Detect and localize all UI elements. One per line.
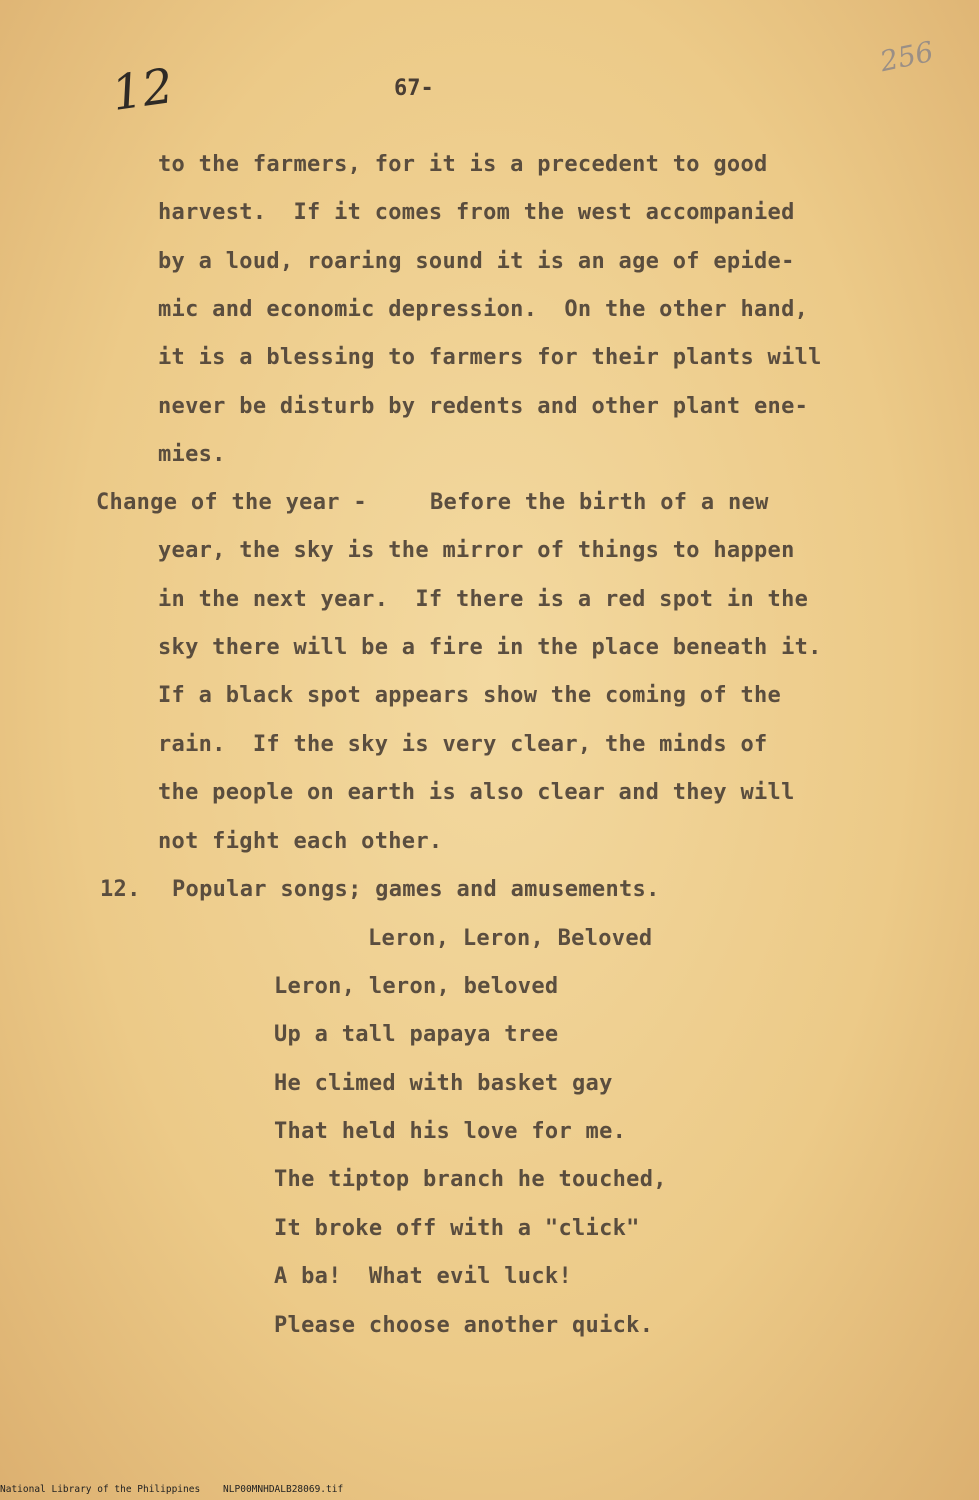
paragraph-line: in the next year. If there is a red spot in the	[158, 587, 809, 612]
section-heading-change-of-year: Change of the year -	[96, 490, 367, 515]
handwritten-annotation-right: 256	[877, 34, 937, 79]
archive-footer: National Library of the Philippines NLP00MNHDALB28069.tif	[0, 1484, 344, 1495]
page-number: 67-	[394, 76, 434, 101]
poem-line: Up a tall papaya tree	[274, 1022, 559, 1047]
poem-line: The tiptop branch he touched,	[274, 1167, 667, 1192]
poem-line: Please choose another quick.	[274, 1313, 654, 1338]
paragraph-line: to the farmers, for it is a precedent to good	[158, 152, 768, 177]
section-number-12: 12.	[100, 877, 141, 902]
paragraph-line: rain. If the sky is very clear, the minds of	[158, 732, 768, 757]
paragraph-line: mies.	[158, 442, 226, 467]
paragraph-line: never be disturb by redents and other plant ene-	[158, 394, 809, 419]
paragraph-line: mic and economic depression. On the other hand,	[158, 297, 809, 322]
paragraph-line: the people on earth is also clear and they will	[158, 780, 795, 805]
poem-line: Leron, leron, beloved	[274, 974, 559, 999]
poem-line: A ba! What evil luck!	[274, 1264, 572, 1289]
paragraph-line: sky there will be a fire in the place beneath it.	[158, 635, 822, 660]
poem-line: He climed with basket gay	[274, 1071, 613, 1096]
paragraph-line: If a black spot appears show the coming of the	[158, 683, 782, 708]
poem-title: Leron, Leron, Beloved	[368, 926, 653, 951]
paragraph-line: not fight each other.	[158, 829, 443, 854]
paragraph-line: by a loud, roaring sound it is an age of epide-	[158, 249, 795, 274]
poem-line: It broke off with a "click"	[274, 1216, 640, 1241]
paragraph-line: harvest. If it comes from the west accompanied	[158, 200, 795, 225]
paragraph-line: Before the birth of a new	[430, 490, 769, 515]
poem-line: That held his love for me.	[274, 1119, 627, 1144]
paragraph-line: it is a blessing to farmers for their plants will	[158, 345, 822, 370]
handwritten-annotation-left: 12	[108, 58, 177, 122]
paragraph-line: year, the sky is the mirror of things to happen	[158, 538, 795, 563]
section-heading-popular-songs: Popular songs; games and amusements.	[172, 877, 660, 902]
